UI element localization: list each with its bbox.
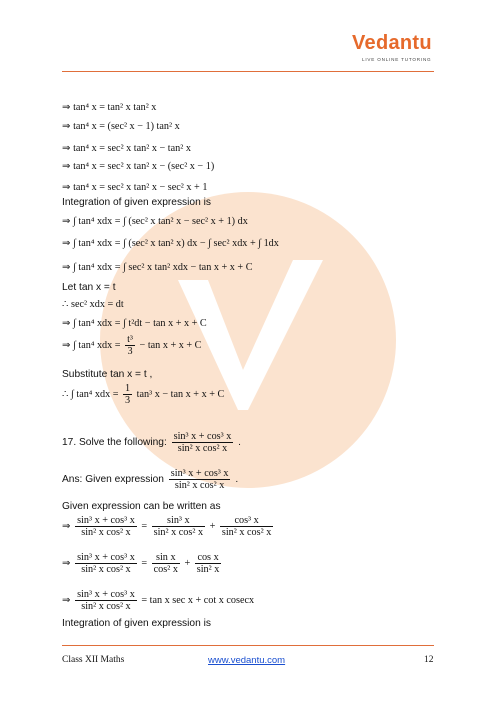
denominator: 3 xyxy=(127,346,133,357)
step-line: ⇒ tan⁴ x = (sec² x − 1) tan² x xyxy=(62,121,180,132)
footer-website-link[interactable]: www.vedantu.com xyxy=(208,655,286,666)
footer-class-label: Class XII Maths xyxy=(62,655,125,665)
fraction xyxy=(75,552,137,575)
denominator: sin² x cos² x xyxy=(81,564,131,575)
fraction xyxy=(152,515,205,538)
expr-part: ∴ ∫ tan⁴ xdx = xyxy=(62,388,119,400)
expr-part: ⇒ ∫ tan⁴ xdx = xyxy=(62,339,121,351)
brand-logo: Vedantu xyxy=(352,32,432,54)
step-line xyxy=(62,334,201,357)
question-title: 17. Solve the following: xyxy=(62,437,167,449)
implies-symbol: ⇒ xyxy=(62,557,71,569)
header-rule xyxy=(62,71,434,72)
numerator: cos x xyxy=(195,552,222,564)
step-line: ⇒ tan⁴ x = tan² x tan² x xyxy=(62,102,157,113)
step-line: ⇒ tan⁴ x = sec² x tan² x − (sec² x − 1) xyxy=(62,161,215,172)
question-line xyxy=(62,431,241,454)
implies-symbol: ⇒ xyxy=(62,520,71,532)
step-line: ⇒ ∫ tan⁴ xdx = ∫ sec² x tan² xdx − tan x + x + C xyxy=(62,262,253,273)
text-line: Integration of given expression is xyxy=(62,197,211,208)
equals-symbol: = xyxy=(141,557,148,569)
fraction xyxy=(152,552,180,575)
step-line: ∴ sec² xdx = dt xyxy=(62,299,124,310)
plus-symbol: + xyxy=(184,557,191,569)
fraction xyxy=(172,431,234,454)
expr-part: . xyxy=(235,474,239,486)
text-line: Integration of given expression is xyxy=(62,618,211,629)
fraction xyxy=(220,515,273,538)
expr-part: tan³ x − tan x + x + C xyxy=(136,388,225,400)
step-line: ⇒ ∫ tan⁴ xdx = ∫ t²dt − tan x + x + C xyxy=(62,318,207,329)
denominator: cos² x xyxy=(153,564,178,575)
denominator: sin² x cos² x xyxy=(174,480,225,491)
expr-part: = tan x sec x + cot x cosecx xyxy=(141,594,255,606)
step-line: ⇒ ∫ tan⁴ xdx = ∫ (sec² x tan² x) dx − ∫ sec² xdx + ∫ 1dx xyxy=(62,238,279,249)
text-line: Given expression can be written as xyxy=(62,501,221,512)
footer-rule xyxy=(62,645,434,646)
fraction xyxy=(75,589,137,612)
step-line: ⇒ tan⁴ x = sec² x tan² x − sec² x + 1 xyxy=(62,182,208,193)
expr-part: . xyxy=(238,437,242,449)
expr-part: − tan x + x + C xyxy=(139,339,202,351)
numerator: sin³ x + cos³ x xyxy=(77,589,135,600)
fraction xyxy=(195,552,222,575)
denominator: sin² x xyxy=(196,564,220,575)
step-line xyxy=(62,383,224,406)
step-line xyxy=(62,515,275,538)
answer-line xyxy=(62,468,238,491)
denominator: 3 xyxy=(125,395,131,406)
numerator: sin³ x + cos³ x xyxy=(170,468,229,479)
denominator: sin² x cos² x xyxy=(81,601,131,612)
fraction xyxy=(123,383,132,406)
equals-symbol: = xyxy=(141,520,148,532)
fraction xyxy=(169,468,231,491)
denominator: sin² x cos² x xyxy=(81,527,131,538)
denominator: sin² x cos² x xyxy=(177,443,228,454)
numerator: sin³ x + cos³ x xyxy=(77,515,135,526)
text-line: Let tan x = t xyxy=(62,282,116,293)
text-line: Substitute tan x = t , xyxy=(62,369,153,380)
fraction xyxy=(75,515,137,538)
step-line xyxy=(62,589,254,612)
step-line xyxy=(62,552,223,575)
fraction xyxy=(125,334,135,357)
numerator: sin³ x + cos³ x xyxy=(77,552,135,563)
denominator: sin² x cos² x xyxy=(221,527,272,538)
denominator: sin² x cos² x xyxy=(153,527,204,538)
numerator: 1 xyxy=(125,383,131,394)
numerator: t³ xyxy=(127,334,133,345)
step-line: ⇒ ∫ tan⁴ xdx = ∫ (sec² x tan² x − sec² x + 1) dx xyxy=(62,216,248,227)
implies-symbol: ⇒ xyxy=(62,594,71,606)
page-number: 12 xyxy=(424,655,434,665)
numerator: sin x xyxy=(152,552,180,564)
plus-symbol: + xyxy=(209,520,216,532)
step-line: ⇒ tan⁴ x = sec² x tan² x − tan² x xyxy=(62,143,191,154)
numerator: sin³ x xyxy=(152,515,205,527)
numerator: sin³ x + cos³ x xyxy=(173,431,232,442)
answer-label: Ans: Given expression xyxy=(62,474,164,486)
brand-tagline: LIVE ONLINE TUTORING xyxy=(362,57,432,62)
numerator: cos³ x xyxy=(220,515,273,527)
